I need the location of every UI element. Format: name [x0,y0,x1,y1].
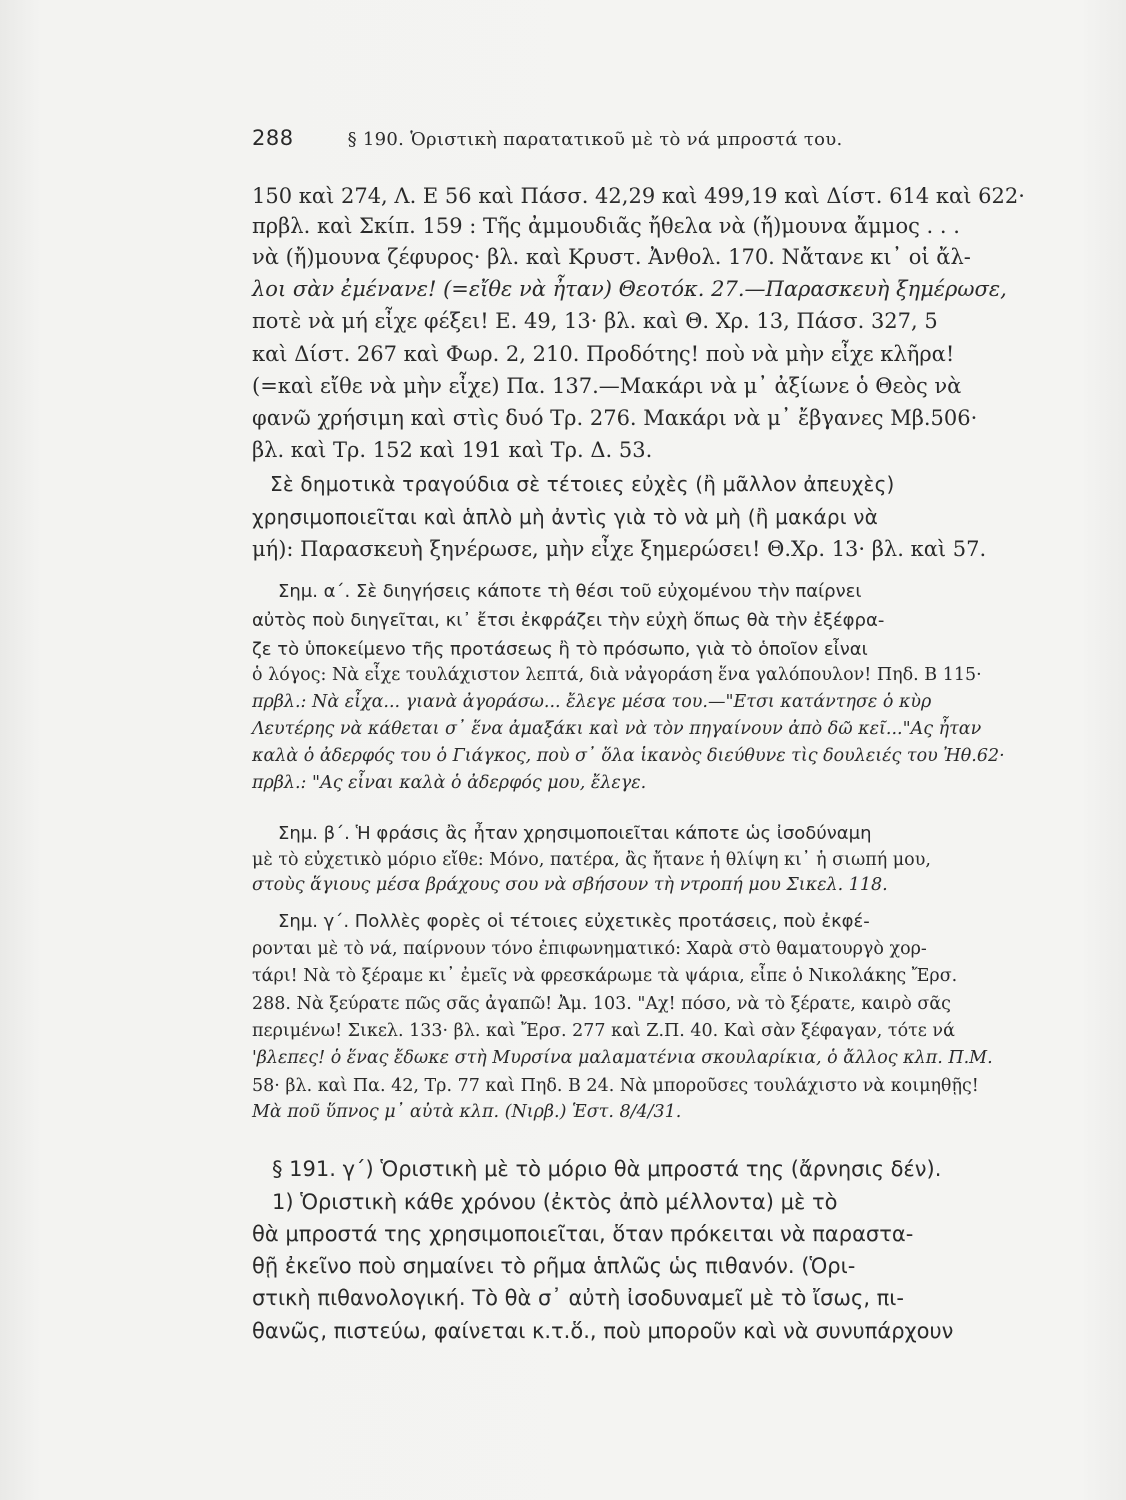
page-number: 288 [252,126,294,150]
text-line: καὶ Δίστ. 267 καὶ Φωρ. 2, 210. Προδότης! ποὺ νὰ μὴν εἶχε κλῆρα! [252,342,955,366]
note-gamma-line: Σημ. γ΄. Πολλὲς φορὲς οἱ τέτοιες εὐχετικὲς προτάσεις, ποὺ ἐκφέ- [278,911,870,932]
text-line: ποτὲ νὰ μή εἶχε φέξει! Ε. 49, 13· βλ. καὶ Θ. Χρ. 13, Πάσσ. 327, 5 [252,309,938,333]
section-text-line: στικὴ πιθανολογική. Τὸ θὰ σ᾿ αὐτὴ ἰσοδυναμεῖ μὲ τὸ ἴσως, πι- [252,1286,904,1310]
text-line: πρβλ. καὶ Σκίπ. 159 : Τῆς ἀμμουδιᾶς ἤθελα νὰ (ἤ)μουνα ἄμμος . . . [252,214,960,238]
text-line: βλ. καὶ Τρ. 152 καὶ 191 καὶ Τρ. Δ. 53. [252,438,653,462]
note-gamma-line: περιμένω! Σικελ. 133· βλ. καὶ Ἔρσ. 277 καὶ Ζ.Π. 40. Καὶ σὰν ξέφαγαν, τότε νά [252,1021,955,1041]
note-alpha-line: Σημ. α΄. Σὲ διηγήσεις κάποτε τὴ θέσι τοῦ εὐχομένου τὴν παίρνει [278,581,862,602]
section-text-line: θῇ ἐκεῖνο ποὺ σημαίνει τὸ ρῆμα ἁπλῶς ὡς πιθανόν. (Ὁρι- [252,1254,856,1278]
note-alpha-line: πρβλ.: "Ας εἶναι καλὰ ὁ ἀδερφός μου, ἔλεγε. [252,773,647,793]
note-gamma-line: 288. Νὰ ξεύρατε πῶς σᾶς ἀγαπῶ! Ἀμ. 103. "Αχ! πόσο, νὰ τὸ ξέρατε, καιρὸ σᾶς [252,994,951,1014]
text-line: μή): Παρασκευὴ ξηνέρωσε, μὴν εἶχε ξημερώσει! Θ.Χρ. 13· βλ. καὶ 57. [252,537,987,561]
note-alpha-line: Λευτέρης νὰ κάθεται σ᾿ ἕνα ἀμαξάκι καὶ νὰ τὸν πηγαίνουν ἀπὸ δῶ κεῖ..."Ας ἦταν [252,719,982,739]
note-alpha-line: πρβλ.: Νὰ εἶχα... γιανὰ ἀγοράσω... ἔλεγε μέσα του.—"Ετσι κατάντησε ὁ κὺρ [252,692,932,712]
note-beta-line: Σημ. β΄. Ἡ φράσις ἂς ἦταν χρησιμοποιεῖται κάποτε ὡς ἰσοδύναμη [278,823,872,844]
page-header [252,126,1072,156]
note-gamma-line: τάρι! Νὰ τὸ ξέραμε κι᾿ ἐμεῖς νὰ φρεσκάρωμε τὰ ψάρια, εἶπε ὁ Νικολάκης Ἔρσ. [252,966,958,986]
running-title: § 190. Ὁριστικὴ παρατατικοῦ μὲ τὸ νά μπροστά του. [347,129,843,150]
note-gamma-line: 58· βλ. καὶ Πα. 42, Τρ. 77 καὶ Πηδ. Β 24. Νὰ μποροῦσες τουλάχιστο νὰ κοιμηθῇς! [252,1076,979,1096]
text-line: φανῶ χρήσιμη καὶ στὶς δυό Τρ. 276. Μακάρι νὰ μ᾿ ἔβγανες Μβ.506· [252,406,978,430]
text-line: (=καὶ εἴθε νὰ μὴν εἶχε) Πα. 137.—Μακάρι νὰ μ᾿ ἀξίωνε ὁ Θεὸς νὰ [252,374,962,398]
text-line: νὰ (ἤ)μουνα ζέφυρος· βλ. καὶ Κρυστ. Ἀνθολ. 170. Νἄτανε κι᾿ οἱ ἄλ- [252,245,971,269]
text-line: 150 καὶ 274, Λ. Ε 56 καὶ Πάσσ. 42,29 καὶ 499,19 καὶ Δίστ. 614 καὶ 622· [252,184,1025,208]
note-gamma-line: ρονται μὲ τὸ νά, παίρνουν τόνο ἐπιφωνηματικό: Χαρὰ στὸ θαματουργὸ χορ- [252,939,927,959]
note-gamma-line: Μὰ ποῦ ὕπνος μ᾿ αὐτὰ κλπ. (Νιρβ.) Ἑστ. 8/4/31. [252,1102,682,1122]
note-alpha-line: αὐτὸς ποὺ διηγεῖται, κι᾿ ἔτσι ἐκφράζει τὴν εὐχὴ ὅπως θὰ τὴν ἐξέφρα- [252,610,885,631]
note-alpha-line: ὁ λόγος: Νὰ εἶχε τουλάχιστον λεπτά, διὰ νἀγοράση ἕνα γαλόπουλον! Πηδ. Β 115· [252,665,982,685]
section-heading: § 191. γ΄) Ὁριστικὴ μὲ τὸ μόριο θὰ μπροστά της (ἄρνησις δέν). [272,1157,942,1181]
note-gamma-line: 'βλεπες! ὁ ἕνας ἔδωκε στὴ Μυρσίνα μαλαματένια σκουλαρίκια, ὁ ἄλλος κλπ. Π.Μ. [252,1048,993,1068]
note-beta-line: μὲ τὸ εὐχετικὸ μόριο εἴθε: Μόνο, πατέρα, ἂς ἤτανε ἡ θλίψη κι᾿ ἡ σιωπή μου, [252,850,931,870]
text-line: λοι σὰν ἐμένανε! (=εἴθε νὰ ἦταν) Θεοτόκ. 27.—Παρασκευὴ ξημέρωσε, [252,277,1007,301]
note-alpha-line: ζε τὸ ὑποκείμενο τῆς προτάσεως ἢ τὸ πρόσωπο, γιὰ τὸ ὁποῖον εἶναι [252,639,868,660]
section-text-line: 1) Ὁριστικὴ κάθε χρόνου (ἐκτὸς ἀπὸ μέλλοντα) μὲ τὸ [272,1190,838,1214]
note-alpha-line: καλὰ ὁ ἀδερφός του ὁ Γιάγκος, ποὺ σ᾿ ὅλα ἱκανὸς διεύθυνε τὶς δουλειές του Ἠθ.62· [252,746,1005,766]
section-text-line: θανῶς, πιστεύω, φαίνεται κ.τ.ὅ., ποὺ μποροῦν καὶ νὰ συνυπάρχουν [252,1319,954,1343]
note-beta-line: στοὺς ἅγιους μέσα βράχους σου νὰ σβήσουν τὴ ντροπή μου Σικελ. 118. [252,875,888,895]
section-text-line: θὰ μπροστά της χρησιμοποιεῖται, ὅταν πρόκειται νὰ παραστα- [252,1222,914,1246]
text-line: Σὲ δημοτικὰ τραγούδια σὲ τέτοιες εὐχὲς (ἢ μᾶλλον ἀπευχὲς) [270,472,895,496]
text-line: χρησιμοποιεῖται καὶ ἁπλὸ μὴ ἀντὶς γιὰ τὸ νὰ μὴ (ἢ μακάρι νὰ [252,505,879,529]
